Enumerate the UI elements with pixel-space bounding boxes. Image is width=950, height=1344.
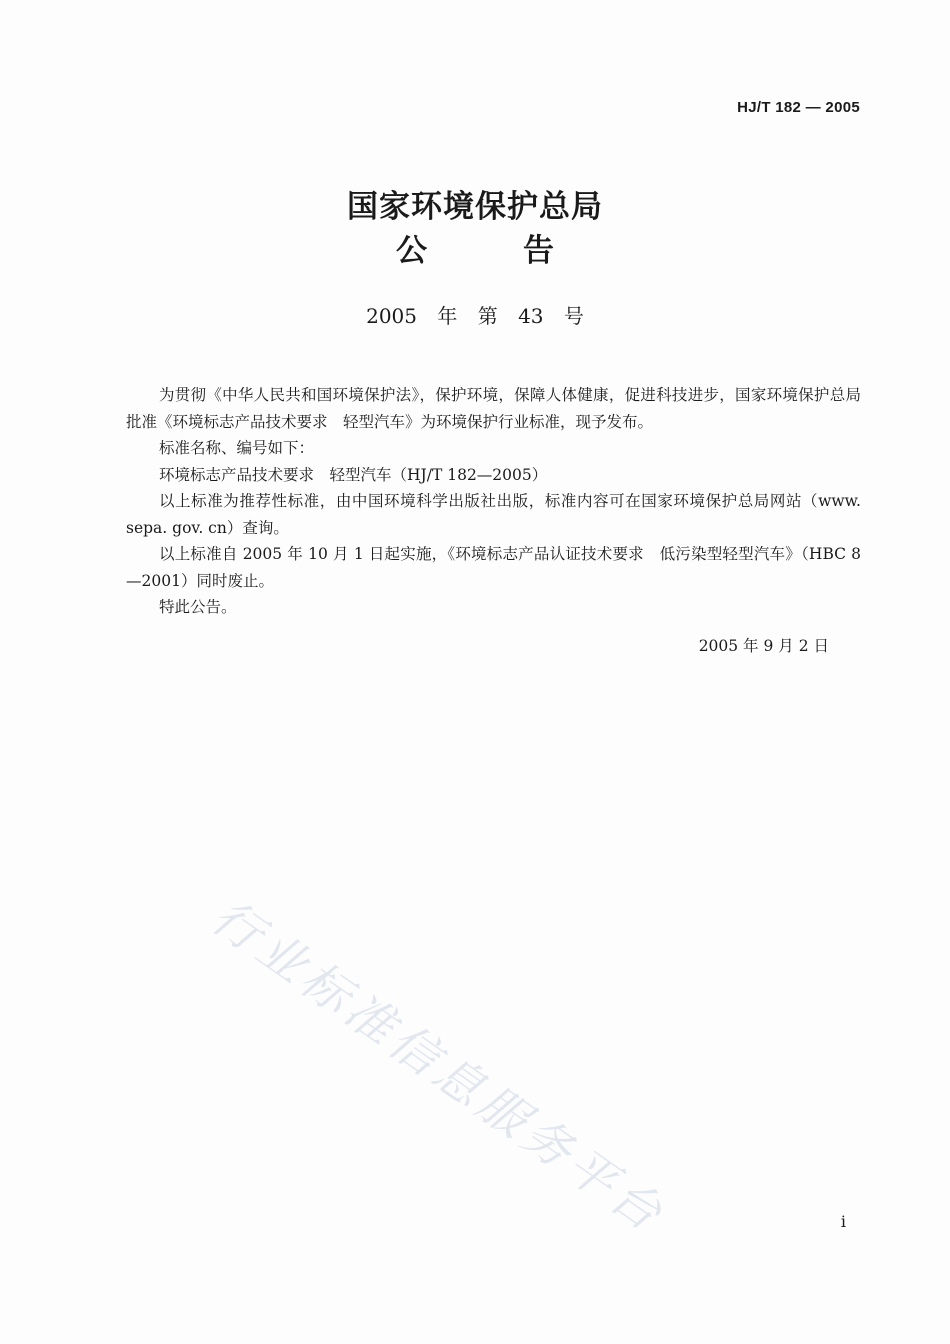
standard-code: HJ/T 182 — 2005 xyxy=(737,99,860,116)
paragraph: 为贯彻《中华人民共和国环境保护法》，保护环境，保障人体健康，促进科技进步，国家环境保护总局批准《环境标志产品技术要求 轻型汽车》为环境保护行业标准，现予发布。 xyxy=(126,386,861,431)
page-number: i xyxy=(840,1212,846,1231)
paragraph: 以上标准为推荐性标准，由中国环境科学出版社出版，标准内容可在国家环境保护总局网站（www. sepa. gov. cn）查询。 xyxy=(126,492,861,537)
watermark: 行业标准信息服务平台 xyxy=(201,889,677,1245)
paragraph: 以上标准自 2005 年 10 月 1 日起实施，《环境标志产品认证技术要求 低污染型轻型汽车》（HBC 8—2001）同时废止。 xyxy=(126,545,861,590)
notice-body xyxy=(126,382,861,621)
signature-date: 2005 年 9 月 2 日 xyxy=(698,637,829,655)
agency-title: 国家环境保护总局 xyxy=(347,189,603,225)
notice-number: 2005 年 第 43 号 xyxy=(366,304,584,328)
paragraph: 标准名称、编号如下： xyxy=(159,439,315,457)
paragraph: 特此公告。 xyxy=(159,598,237,616)
paragraph: 环境标志产品技术要求 轻型汽车（HJ/T 182—2005） xyxy=(159,465,548,484)
notice-title: 公告 xyxy=(396,233,650,269)
